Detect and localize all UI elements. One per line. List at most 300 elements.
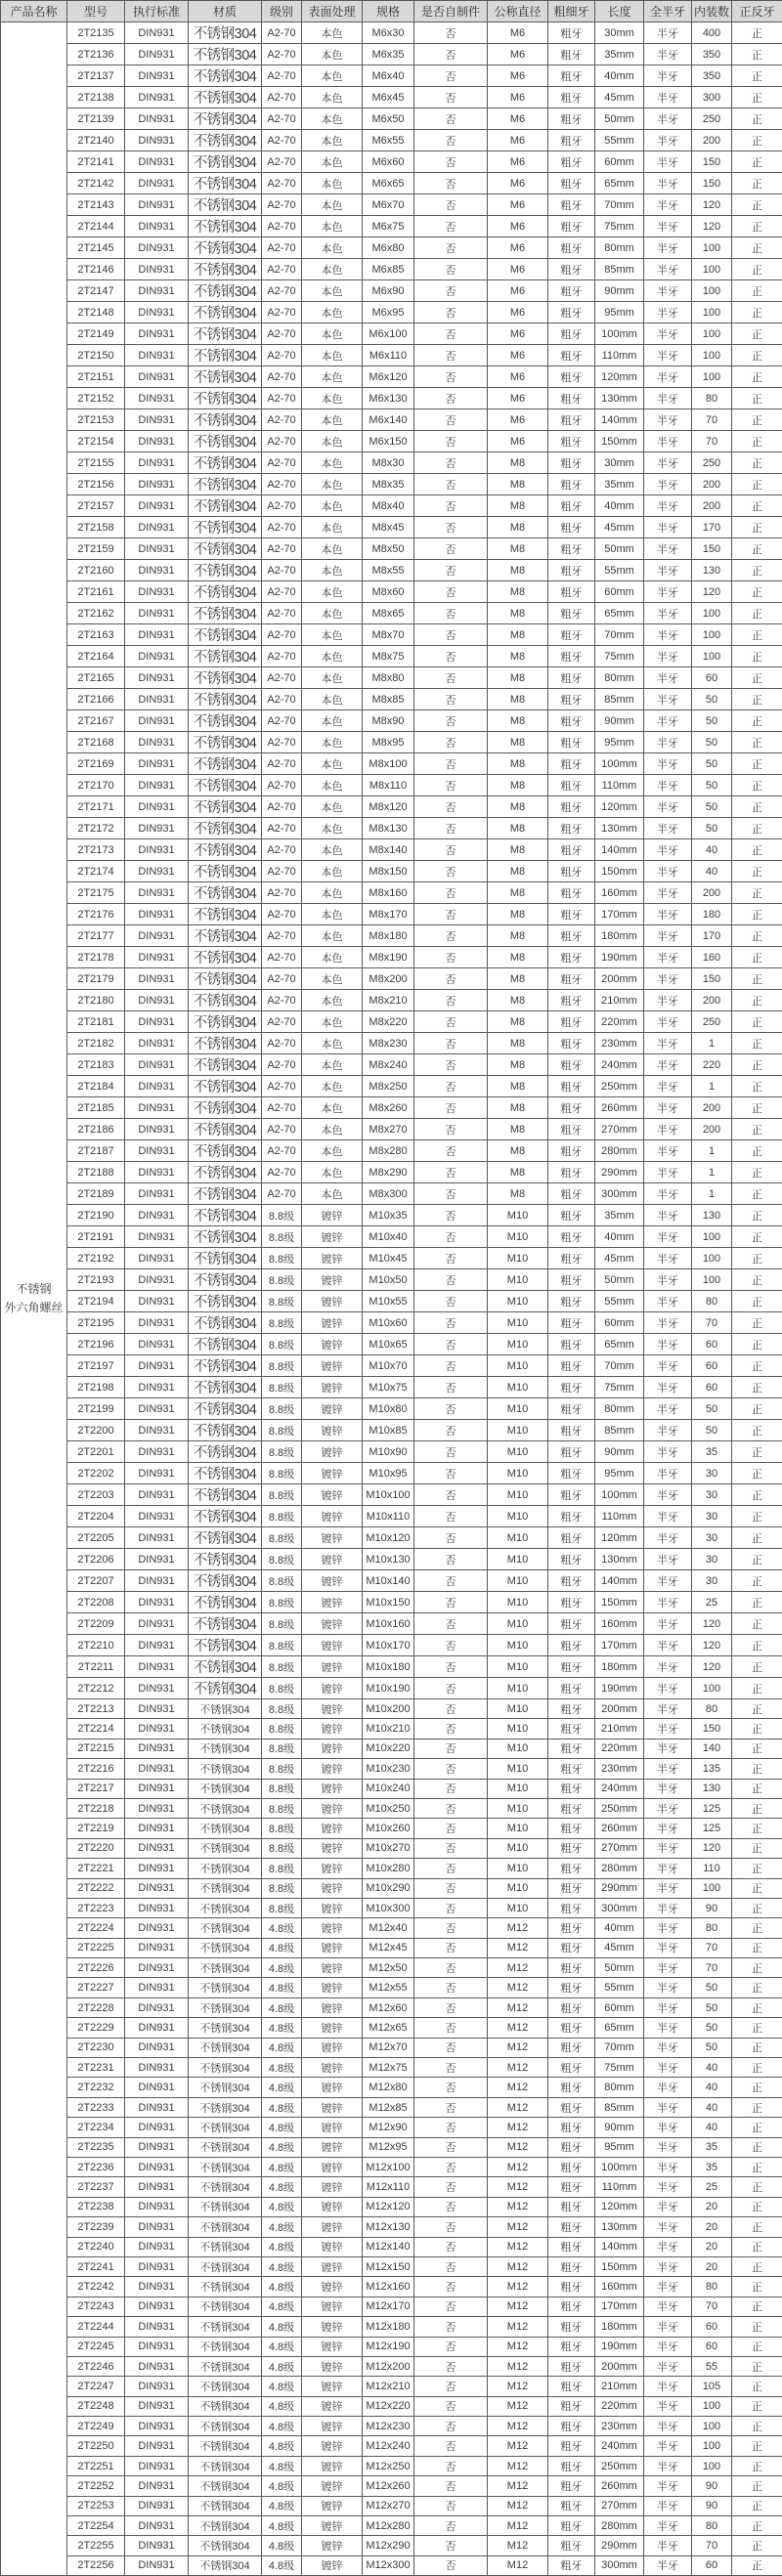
cell-diameter: M6	[488, 431, 548, 452]
cell-length: 55mm	[595, 560, 644, 581]
cell-thread-pitch: 粗牙	[548, 2456, 595, 2475]
cell-material: 不锈钢304	[189, 366, 262, 388]
cell-pack-qty: 50	[692, 796, 732, 818]
cell-thread-pitch: 粗牙	[548, 194, 595, 216]
cell-thread-coverage: 半牙	[644, 1033, 692, 1054]
cell-model: 2T2180	[67, 990, 125, 1011]
cell-thread-direction: 正	[732, 947, 782, 968]
table-row	[1, 302, 782, 323]
table-row	[1, 2297, 782, 2316]
table-row	[1, 409, 782, 431]
table-row	[1, 560, 782, 581]
cell-standard: DIN931	[125, 431, 189, 452]
cell-thread-coverage: 半牙	[644, 818, 692, 839]
table-row	[1, 1291, 782, 1312]
cell-model: 2T2214	[67, 1719, 125, 1739]
cell-surface: 镀锌	[302, 1997, 363, 2017]
cell-thread-pitch: 粗牙	[548, 495, 595, 517]
cell-standard: DIN931	[125, 194, 189, 216]
cell-pack-qty: 100	[692, 1226, 732, 1248]
cell-thread-direction: 正	[732, 818, 782, 839]
cell-thread-direction: 正	[732, 1420, 782, 1441]
cell-thread-coverage: 半牙	[644, 1656, 692, 1678]
cell-selfmade: 否	[414, 431, 488, 452]
cell-spec: M8x110	[363, 775, 414, 796]
cell-thread-coverage: 半牙	[644, 775, 692, 796]
cell-model: 2T2248	[67, 2396, 125, 2416]
cell-standard: DIN931	[125, 1269, 189, 1291]
cell-selfmade: 否	[414, 1719, 488, 1739]
cell-model: 2T2181	[67, 1011, 125, 1033]
cell-pack-qty: 70	[692, 431, 732, 452]
cell-length: 200mm	[595, 1699, 644, 1719]
table-row	[1, 1699, 782, 1719]
cell-thread-coverage: 半牙	[644, 1719, 692, 1739]
cell-surface: 镀锌	[302, 2297, 363, 2316]
cell-thread-pitch: 粗牙	[548, 2496, 595, 2515]
cell-model: 2T2241	[67, 2256, 125, 2276]
cell-thread-coverage: 半牙	[644, 1398, 692, 1420]
cell-grade: A2-70	[262, 1011, 302, 1033]
cell-selfmade: 否	[414, 22, 488, 44]
cell-length: 100mm	[595, 2157, 644, 2176]
cell-surface: 镀锌	[302, 1759, 363, 1779]
cell-standard: DIN931	[125, 904, 189, 925]
cell-diameter: M10	[488, 1226, 548, 1248]
cell-thread-pitch: 粗牙	[548, 65, 595, 87]
cell-grade: 4.8级	[262, 2078, 302, 2097]
cell-diameter: M10	[488, 1506, 548, 1527]
cell-selfmade: 否	[414, 2555, 488, 2575]
cell-selfmade: 否	[414, 947, 488, 968]
cell-thread-direction: 正	[732, 775, 782, 796]
cell-material: 不锈钢304	[189, 151, 262, 173]
cell-material: 不锈钢304	[189, 1269, 262, 1291]
cell-length: 85mm	[595, 689, 644, 710]
cell-pack-qty: 100	[692, 2396, 732, 2416]
cell-pack-qty: 40	[692, 861, 732, 882]
cell-standard: DIN931	[125, 2396, 189, 2416]
cell-diameter: M12	[488, 2018, 548, 2038]
table-row	[1, 603, 782, 624]
cell-spec: M8x270	[363, 1119, 414, 1140]
cell-standard: DIN931	[125, 2217, 189, 2237]
cell-material: 不锈钢304	[189, 2456, 262, 2475]
cell-thread-coverage: 半牙	[644, 1798, 692, 1818]
table-row	[1, 1918, 782, 1938]
cell-thread-direction: 正	[732, 2337, 782, 2356]
cell-model: 2T2158	[67, 517, 125, 538]
cell-thread-coverage: 半牙	[644, 474, 692, 495]
cell-diameter: M10	[488, 1678, 548, 1699]
cell-length: 75mm	[595, 646, 644, 667]
cell-spec: M8x45	[363, 517, 414, 538]
cell-diameter: M12	[488, 2217, 548, 2237]
cell-diameter: M8	[488, 1097, 548, 1119]
cell-thread-direction: 正	[732, 1097, 782, 1119]
cell-thread-direction: 正	[732, 388, 782, 409]
cell-model: 2T2153	[67, 409, 125, 431]
cell-selfmade: 否	[414, 1334, 488, 1355]
table-row	[1, 495, 782, 517]
cell-selfmade: 否	[414, 1097, 488, 1119]
cell-thread-direction: 正	[732, 65, 782, 87]
cell-length: 40mm	[595, 65, 644, 87]
cell-pack-qty: 70	[692, 1312, 732, 1334]
cell-thread-coverage: 半牙	[644, 581, 692, 603]
cell-surface: 镀锌	[302, 2536, 363, 2555]
cell-grade: 8.8级	[262, 1484, 302, 1506]
cell-thread-direction: 正	[732, 1678, 782, 1699]
cell-diameter: M12	[488, 2177, 548, 2197]
cell-model: 2T2160	[67, 560, 125, 581]
cell-thread-coverage: 半牙	[644, 345, 692, 366]
cell-selfmade: 否	[414, 2237, 488, 2256]
cell-length: 100mm	[595, 323, 644, 345]
cell-spec: M12x290	[363, 2536, 414, 2555]
cell-surface: 镀锌	[302, 2237, 363, 2256]
cell-pack-qty: 60	[692, 1355, 732, 1377]
cell-diameter: M8	[488, 968, 548, 990]
cell-model: 2T2200	[67, 1420, 125, 1441]
cell-standard: DIN931	[125, 1334, 189, 1355]
cell-pack-qty: 25	[692, 2177, 732, 2197]
table-row	[1, 2256, 782, 2276]
table-row	[1, 452, 782, 474]
table-row	[1, 2356, 782, 2376]
cell-selfmade: 否	[414, 1997, 488, 2017]
cell-surface: 本色	[302, 796, 363, 818]
cell-thread-coverage: 半牙	[644, 280, 692, 302]
cell-thread-pitch: 粗牙	[548, 538, 595, 560]
cell-pack-qty: 100	[692, 345, 732, 366]
cell-grade: 8.8级	[262, 1592, 302, 1613]
cell-material: 不锈钢304	[189, 2297, 262, 2316]
cell-standard: DIN931	[125, 1527, 189, 1549]
cell-diameter: M12	[488, 1958, 548, 1978]
column-header-product-name: 产品名称	[1, 1, 67, 22]
cell-surface: 镀锌	[302, 1248, 363, 1269]
cell-thread-pitch: 粗牙	[548, 1011, 595, 1033]
table-row	[1, 87, 782, 108]
cell-thread-coverage: 半牙	[644, 2555, 692, 2575]
cell-thread-coverage: 半牙	[644, 1918, 692, 1938]
cell-spec: M12x85	[363, 2097, 414, 2117]
cell-model: 2T2139	[67, 108, 125, 130]
cell-surface: 镀锌	[302, 2396, 363, 2416]
table-row	[1, 2217, 782, 2237]
cell-diameter: M8	[488, 796, 548, 818]
cell-material: 不锈钢304	[189, 1312, 262, 1334]
cell-length: 180mm	[595, 1656, 644, 1678]
table-row	[1, 1958, 782, 1978]
cell-thread-coverage: 半牙	[644, 2317, 692, 2337]
cell-thread-pitch: 粗牙	[548, 882, 595, 904]
cell-selfmade: 否	[414, 1269, 488, 1291]
cell-grade: A2-70	[262, 495, 302, 517]
cell-selfmade: 否	[414, 1656, 488, 1678]
cell-spec: M10x110	[363, 1506, 414, 1527]
column-header-standard: 执行标准	[125, 1, 189, 22]
cell-diameter: M10	[488, 1549, 548, 1570]
cell-selfmade: 否	[414, 796, 488, 818]
cell-selfmade: 否	[414, 1377, 488, 1398]
cell-thread-pitch: 粗牙	[548, 1678, 595, 1699]
cell-diameter: M12	[488, 2137, 548, 2157]
cell-selfmade: 否	[414, 44, 488, 65]
cell-material: 不锈钢304	[189, 2436, 262, 2456]
cell-standard: DIN931	[125, 495, 189, 517]
cell-spec: M12x180	[363, 2317, 414, 2337]
cell-spec: M6x90	[363, 280, 414, 302]
cell-thread-pitch: 粗牙	[548, 2137, 595, 2157]
cell-diameter: M8	[488, 667, 548, 689]
cell-pack-qty: 170	[692, 925, 732, 947]
cell-diameter: M8	[488, 839, 548, 861]
cell-pack-qty: 130	[692, 1205, 732, 1226]
cell-thread-coverage: 半牙	[644, 1183, 692, 1205]
cell-thread-direction: 正	[732, 1011, 782, 1033]
cell-pack-qty: 90	[692, 2496, 732, 2515]
cell-thread-pitch: 粗牙	[548, 2277, 595, 2297]
cell-thread-coverage: 半牙	[644, 603, 692, 624]
cell-diameter: M10	[488, 1878, 548, 1898]
column-header-spec: 规格	[363, 1, 414, 22]
cell-surface: 本色	[302, 108, 363, 130]
cell-diameter: M12	[488, 2256, 548, 2276]
cell-thread-direction: 正	[732, 2536, 782, 2555]
cell-surface: 本色	[302, 861, 363, 882]
cell-selfmade: 否	[414, 1958, 488, 1978]
cell-model: 2T2230	[67, 2038, 125, 2057]
cell-surface: 镀锌	[302, 1269, 363, 1291]
cell-pack-qty: 30	[692, 1484, 732, 1506]
cell-standard: DIN931	[125, 603, 189, 624]
cell-pack-qty: 50	[692, 775, 732, 796]
cell-thread-pitch: 粗牙	[548, 2157, 595, 2176]
cell-selfmade: 否	[414, 1635, 488, 1656]
cell-pack-qty: 40	[692, 2078, 732, 2097]
cell-length: 70mm	[595, 194, 644, 216]
cell-thread-coverage: 半牙	[644, 882, 692, 904]
cell-pack-qty: 50	[692, 689, 732, 710]
cell-length: 55mm	[595, 1978, 644, 1997]
cell-pack-qty: 150	[692, 1719, 732, 1739]
cell-standard: DIN931	[125, 2256, 189, 2276]
cell-standard: DIN931	[125, 882, 189, 904]
cell-standard: DIN931	[125, 1097, 189, 1119]
cell-surface: 镀锌	[302, 2118, 363, 2137]
cell-spec: M8x280	[363, 1140, 414, 1162]
cell-thread-direction: 正	[732, 1699, 782, 1719]
cell-surface: 本色	[302, 882, 363, 904]
cell-diameter: M6	[488, 409, 548, 431]
cell-length: 270mm	[595, 1119, 644, 1140]
cell-model: 2T2233	[67, 2097, 125, 2117]
cell-selfmade: 否	[414, 1312, 488, 1334]
cell-selfmade: 否	[414, 2078, 488, 2097]
cell-grade: 4.8级	[262, 2377, 302, 2396]
cell-diameter: M12	[488, 2078, 548, 2097]
cell-selfmade: 否	[414, 1183, 488, 1205]
cell-length: 90mm	[595, 1441, 644, 1463]
cell-thread-direction: 正	[732, 1739, 782, 1758]
cell-thread-coverage: 半牙	[644, 2137, 692, 2157]
cell-thread-pitch: 粗牙	[548, 1798, 595, 1818]
cell-material: 不锈钢304	[189, 1441, 262, 1463]
cell-thread-pitch: 粗牙	[548, 44, 595, 65]
cell-standard: DIN931	[125, 2377, 189, 2396]
cell-thread-direction: 正	[732, 1719, 782, 1739]
table-row	[1, 1878, 782, 1898]
cell-diameter: M8	[488, 1076, 548, 1097]
cell-surface: 镀锌	[302, 2555, 363, 2575]
cell-thread-direction: 正	[732, 624, 782, 646]
cell-pack-qty: 100	[692, 302, 732, 323]
cell-standard: DIN931	[125, 173, 189, 194]
cell-selfmade: 否	[414, 818, 488, 839]
cell-selfmade: 否	[414, 2038, 488, 2057]
table-row	[1, 1938, 782, 1957]
cell-length: 250mm	[595, 1798, 644, 1818]
cell-thread-coverage: 半牙	[644, 624, 692, 646]
cell-grade: 4.8级	[262, 1997, 302, 2017]
cell-surface: 本色	[302, 904, 363, 925]
cell-thread-coverage: 半牙	[644, 1635, 692, 1656]
cell-length: 70mm	[595, 624, 644, 646]
cell-thread-pitch: 粗牙	[548, 732, 595, 753]
table-row	[1, 1205, 782, 1226]
cell-thread-pitch: 粗牙	[548, 2058, 595, 2078]
cell-selfmade: 否	[414, 839, 488, 861]
cell-material: 不锈钢304	[189, 452, 262, 474]
cell-spec: M10x90	[363, 1441, 414, 1463]
cell-thread-coverage: 半牙	[644, 1898, 692, 1917]
cell-standard: DIN931	[125, 1076, 189, 1097]
cell-standard: DIN931	[125, 409, 189, 431]
cell-grade: A2-70	[262, 603, 302, 624]
cell-length: 40mm	[595, 1918, 644, 1938]
cell-grade: 8.8级	[262, 1506, 302, 1527]
cell-diameter: M8	[488, 474, 548, 495]
cell-standard: DIN931	[125, 839, 189, 861]
table-row	[1, 1312, 782, 1334]
cell-pack-qty: 100	[692, 1878, 732, 1898]
cell-thread-coverage: 半牙	[644, 388, 692, 409]
cell-thread-direction: 正	[732, 259, 782, 280]
cell-thread-coverage: 半牙	[644, 2018, 692, 2038]
cell-spec: M8x290	[363, 1162, 414, 1183]
cell-spec: M10x45	[363, 1248, 414, 1269]
cell-diameter: M8	[488, 581, 548, 603]
cell-thread-direction: 正	[732, 1398, 782, 1420]
cell-model: 2T2186	[67, 1119, 125, 1140]
cell-length: 45mm	[595, 87, 644, 108]
cell-surface: 本色	[302, 1097, 363, 1119]
cell-surface: 镀锌	[302, 1978, 363, 1997]
cell-thread-coverage: 半牙	[644, 538, 692, 560]
cell-thread-direction: 正	[732, 1162, 782, 1183]
cell-standard: DIN931	[125, 2157, 189, 2176]
cell-thread-direction: 正	[732, 2476, 782, 2496]
cell-spec: M8x95	[363, 732, 414, 753]
cell-thread-coverage: 半牙	[644, 194, 692, 216]
cell-diameter: M8	[488, 1162, 548, 1183]
cell-standard: DIN931	[125, 1838, 189, 1858]
cell-material: 不锈钢304	[189, 216, 262, 237]
cell-model: 2T2178	[67, 947, 125, 968]
cell-standard: DIN931	[125, 2516, 189, 2536]
cell-model: 2T2171	[67, 796, 125, 818]
cell-thread-coverage: 半牙	[644, 173, 692, 194]
cell-selfmade: 否	[414, 2317, 488, 2337]
cell-pack-qty: 60	[692, 2337, 732, 2356]
cell-thread-direction: 正	[732, 87, 782, 108]
cell-material: 不锈钢304	[189, 1119, 262, 1140]
cell-model: 2T2190	[67, 1205, 125, 1226]
cell-spec: M10x220	[363, 1739, 414, 1758]
cell-diameter: M10	[488, 1570, 548, 1592]
cell-selfmade: 否	[414, 1779, 488, 1798]
cell-thread-pitch: 粗牙	[548, 1918, 595, 1938]
cell-thread-coverage: 半牙	[644, 904, 692, 925]
cell-grade: 8.8级	[262, 1613, 302, 1635]
cell-surface: 本色	[302, 624, 363, 646]
cell-surface: 本色	[302, 431, 363, 452]
cell-spec: M6x80	[363, 237, 414, 259]
cell-surface: 本色	[302, 1011, 363, 1033]
cell-spec: M12x90	[363, 2118, 414, 2137]
cell-thread-direction: 正	[732, 1838, 782, 1858]
cell-thread-pitch: 粗牙	[548, 2536, 595, 2555]
cell-selfmade: 否	[414, 990, 488, 1011]
cell-spec: M10x120	[363, 1527, 414, 1549]
cell-grade: 4.8级	[262, 2456, 302, 2475]
cell-length: 150mm	[595, 431, 644, 452]
cell-model: 2T2235	[67, 2137, 125, 2157]
cell-model: 2T2222	[67, 1878, 125, 1898]
cell-material: 不锈钢304	[189, 1183, 262, 1205]
cell-surface: 本色	[302, 818, 363, 839]
cell-thread-pitch: 粗牙	[548, 1958, 595, 1978]
cell-model: 2T2193	[67, 1269, 125, 1291]
table-row	[1, 1898, 782, 1917]
cell-spec: M10x80	[363, 1398, 414, 1420]
cell-grade: 8.8级	[262, 1549, 302, 1570]
cell-thread-direction: 正	[732, 1484, 782, 1506]
cell-length: 160mm	[595, 882, 644, 904]
cell-thread-coverage: 半牙	[644, 2058, 692, 2078]
cell-diameter: M6	[488, 388, 548, 409]
cell-pack-qty: 200	[692, 474, 732, 495]
cell-material: 不锈钢304	[189, 1878, 262, 1898]
cell-standard: DIN931	[125, 1119, 189, 1140]
cell-pack-qty: 80	[692, 2516, 732, 2536]
cell-surface: 本色	[302, 839, 363, 861]
cell-thread-coverage: 半牙	[644, 1699, 692, 1719]
cell-pack-qty: 60	[692, 2317, 732, 2337]
cell-thread-pitch: 粗牙	[548, 1183, 595, 1205]
cell-surface: 镀锌	[302, 1719, 363, 1739]
cell-pack-qty: 50	[692, 818, 732, 839]
cell-spec: M8x75	[363, 646, 414, 667]
cell-selfmade: 否	[414, 87, 488, 108]
cell-thread-pitch: 粗牙	[548, 2217, 595, 2237]
cell-thread-coverage: 半牙	[644, 1162, 692, 1183]
cell-grade: 8.8级	[262, 1838, 302, 1858]
cell-length: 85mm	[595, 2097, 644, 2117]
cell-selfmade: 否	[414, 1678, 488, 1699]
